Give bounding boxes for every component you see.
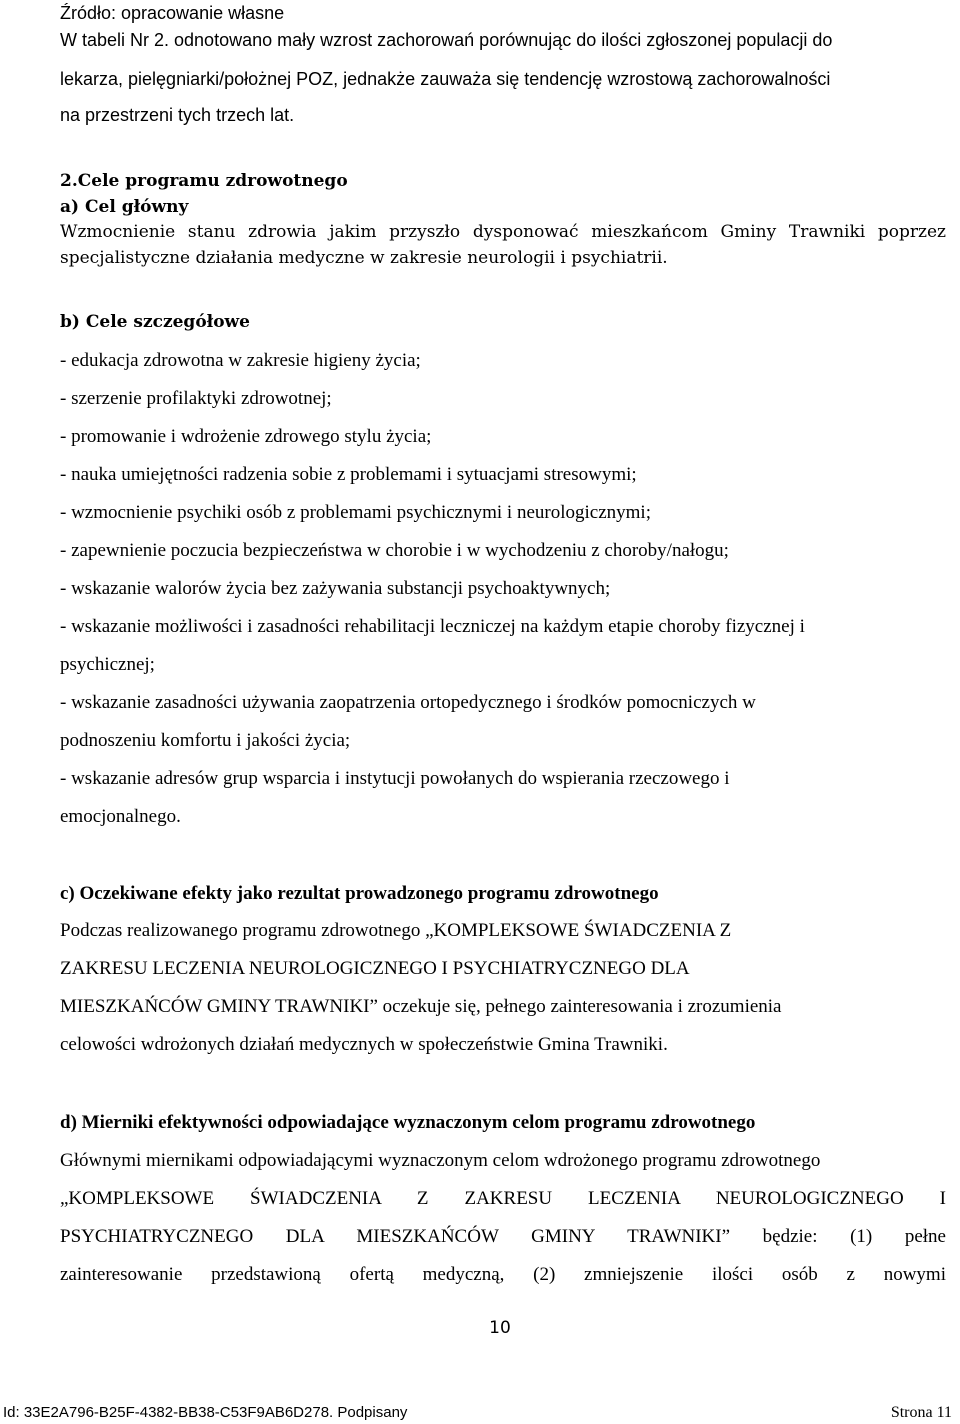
section-subheading: a) Cel główny xyxy=(60,197,189,217)
goal-item: - edukacja zdrowotna w zakresie higieny życia; xyxy=(60,350,421,371)
section-c-line: MIESZKAŃCÓW GMINY TRAWNIKI” oczekuje się, pełnego zainteresowania i zrozumienia xyxy=(60,996,782,1017)
section-c-line: Podczas realizowanego programu zdrowotnego „KOMPLEKSOWE ŚWIADCZENIA Z xyxy=(60,920,732,941)
section-heading: 2.Cele programu zdrowotnego xyxy=(60,171,348,191)
page-number: 10 xyxy=(489,1318,511,1338)
intro-line: W tabeli Nr 2. odnotowano mały wzrost zachorowań porównując do ilości zgłoszonej populacji do xyxy=(60,30,833,50)
goal-item: emocjonalnego. xyxy=(60,806,181,827)
goal-item: - nauka umiejętności radzenia sobie z problemami i sytuacjami stresowymi; xyxy=(60,464,637,485)
intro-line: na przestrzeni tych trzech lat. xyxy=(60,105,295,125)
goal-item: - szerzenie profilaktyki zdrowotnej; xyxy=(60,388,332,409)
goal-item: - wskazanie walorów życia bez zażywania substancji psychoaktywnych; xyxy=(60,578,611,599)
source-note: Źródło: opracowanie własne xyxy=(60,3,285,23)
main-goal-line: Wzmocnienie stanu zdrowia jakim przyszło dysponować mieszkańcom Gminy Trawniki poprzez xyxy=(60,222,946,242)
goal-item: - wzmocnienie psychiki osób z problemami psychicznymi i neurologicznymi; xyxy=(60,502,651,523)
goal-item: - zapewnienie poczucia bezpieczeństwa w chorobie i w wychodzeniu z choroby/nałogu; xyxy=(60,540,729,561)
footer-document-id: Id: 33E2A796-B25F-4382-BB38-C53F9AB6D278. Podpisany xyxy=(3,1404,408,1421)
goal-item: - promowanie i wdrożenie zdrowego stylu życia; xyxy=(60,426,432,447)
goal-item: - wskazanie możliwości i zasadności rehabilitacji leczniczej na każdym etapie choroby fizycznej i xyxy=(60,616,805,637)
goal-item: - wskazanie adresów grup wsparcia i instytucji powołanych do wspierania rzeczowego i xyxy=(60,768,730,789)
section-d-line: „KOMPLEKSOWE ŚWIADCZENIA Z ZAKRESU LECZENIA NEUROLOGICZNEGO I xyxy=(60,1188,946,1209)
section-d-line: PSYCHIATRYCZNEGO DLA MIESZKAŃCÓW GMINY TRAWNIKI” będzie: (1) pełne xyxy=(60,1226,946,1247)
footer-page-label: Strona 11 xyxy=(890,1404,952,1421)
goal-item: podnoszeniu komfortu i jakości życia; xyxy=(60,730,351,751)
section-c-line: ZAKRESU LECZENIA NEUROLOGICZNEGO I PSYCHIATRYCZNEGO DLA xyxy=(60,958,690,979)
goal-item: - wskazanie zasadności używania zaopatrzenia ortopedycznego i środków pomocniczych w xyxy=(60,692,756,713)
section-subheading: b) Cele szczegółowe xyxy=(60,312,250,332)
section-c-line: celowości wdrożonych działań medycznych w społeczeństwie Gmina Trawniki. xyxy=(60,1034,668,1055)
section-d-line: Głównymi miernikami odpowiadającymi wyznaczonym celom wdrożonego programu zdrowotnego xyxy=(60,1150,821,1171)
main-goal-line: specjalistyczne działania medyczne w zakresie neurologii i psychiatrii. xyxy=(60,248,668,268)
goal-item: psychicznej; xyxy=(60,654,155,675)
section-d-heading: d) Mierniki efektywności odpowiadające wyznaczonym celom programu zdrowotnego xyxy=(60,1112,756,1133)
intro-line: lekarza, pielęgniarki/położnej POZ, jednakże zauważa się tendencję wzrostową zachorowalności xyxy=(60,69,831,89)
section-d-line: zainteresowanie przedstawioną ofertą medyczną, (2) zmniejszenie ilości osób z nowymi xyxy=(60,1264,946,1285)
section-c-heading: c) Oczekiwane efekty jako rezultat prowadzonego programu zdrowotnego xyxy=(60,883,659,904)
